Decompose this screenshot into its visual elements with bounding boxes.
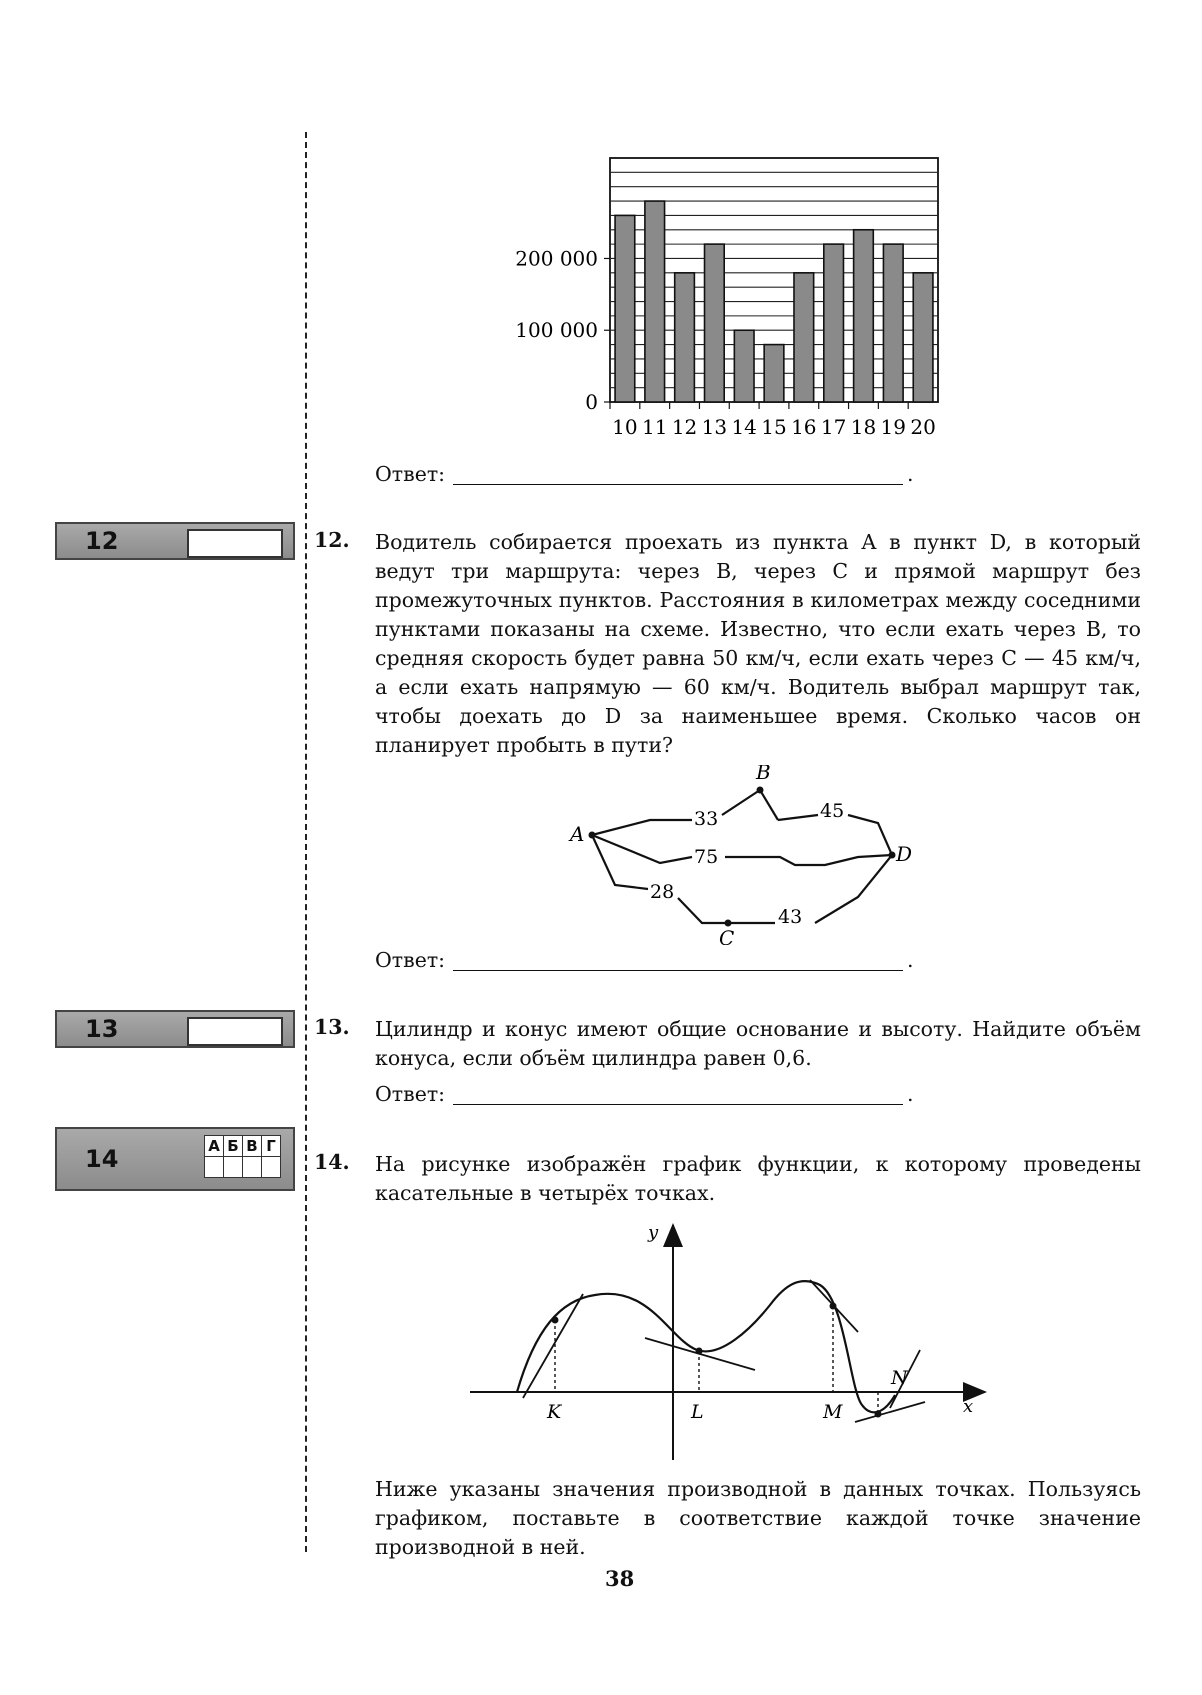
answer-box-12[interactable]: [187, 529, 283, 558]
bar-10: [615, 215, 635, 402]
task-text-13: [375, 1015, 1141, 1073]
bar-18: [854, 230, 874, 402]
distance-ab: 33: [694, 808, 719, 830]
x-tick-label: 14: [731, 415, 757, 439]
distance-ac: 28: [650, 881, 675, 903]
answer-row-12: [375, 948, 914, 972]
route-label-c: C: [719, 926, 735, 945]
route-a-d: [592, 835, 692, 863]
answer-line[interactable]: [453, 1104, 903, 1105]
point-label-m: M: [823, 1401, 843, 1423]
route-point-d: [889, 852, 896, 859]
task-text-14-after: [375, 1475, 1141, 1562]
bar-12: [675, 273, 695, 402]
task-number-13: 13.: [314, 1015, 350, 1039]
x-tick-label: 10: [612, 415, 638, 439]
answer-label: Ответ:: [375, 948, 446, 972]
y-tick-label: 0: [585, 390, 598, 414]
answer-dot: .: [907, 462, 914, 486]
route-a-d2: [725, 855, 892, 865]
distance-bd: 45: [820, 800, 845, 822]
task-tab-13: [55, 1010, 295, 1048]
x-tick-label: 13: [701, 415, 728, 439]
grid-cell[interactable]: [205, 1157, 224, 1178]
grid-header: А: [205, 1136, 224, 1157]
task-tab-number: 13: [85, 1015, 119, 1043]
tangent-n: [855, 1402, 925, 1422]
route-point-b: [757, 787, 764, 794]
bar-11: [645, 201, 665, 402]
point-label-k: K: [547, 1401, 562, 1423]
function-graph: [465, 1220, 1025, 1480]
answer-grid-14[interactable]: [204, 1135, 281, 1178]
route-a-b: [592, 820, 692, 835]
x-tick-label: 18: [850, 415, 877, 439]
answer-dot: .: [907, 1082, 914, 1106]
route-label-b: B: [756, 765, 771, 784]
point-label-n: N: [891, 1367, 908, 1389]
y-tick-label: 100 000: [515, 318, 598, 343]
x-tick-label: 20: [910, 415, 936, 439]
answer-label: Ответ:: [375, 1082, 446, 1106]
grid-header: В: [243, 1136, 262, 1157]
route-b-d2: [815, 815, 892, 923]
route-b-d: [778, 815, 818, 820]
axis-label-x: x: [963, 1396, 974, 1417]
point-label-l: L: [691, 1401, 704, 1423]
answer-label: Ответ:: [375, 462, 446, 486]
chart-y-ticks: [515, 246, 610, 414]
task-paragraph: Цилиндр и конус имеют общие основание и высоту. Найдите объём конуса, если объём цилиндра равен 0,6.: [375, 1017, 1141, 1070]
route-label-d: D: [896, 842, 913, 866]
x-tick-label: 16: [791, 415, 817, 439]
chart-x-ticks: [610, 402, 936, 439]
task-tab-12: [55, 522, 295, 560]
route-label-a: A: [570, 822, 585, 846]
answer-row-13: [375, 1082, 914, 1106]
answer-line[interactable]: [453, 484, 903, 485]
x-tick-label: 15: [761, 415, 787, 439]
point-m: [830, 1303, 837, 1310]
distance-ad: 75: [694, 846, 719, 868]
x-tick-label: 11: [642, 415, 668, 439]
bar-19: [883, 244, 903, 402]
task-tab-number: 12: [85, 527, 119, 555]
task-tab-number: 14: [85, 1145, 119, 1173]
task-paragraph: На рисунке изображён график функции, к которому проведены касательные в четырёх точках.: [375, 1152, 1141, 1205]
task-number-14: 14.: [314, 1150, 350, 1174]
task-tab-14: [55, 1127, 295, 1191]
task-paragraph: Водитель собирается проехать из пункта A в пункт D, в который ведут три маршрута: через B, через C и прямой маршрут без промежуточных пунктов. Расстояния в километрах между соседними пунктами показаны на схеме. Известно, что если ехать через B, то средняя скорость будет равна 50 км/ч, если ехать через C — 45 км/ч, а если ехать напрямую — 60 км/ч. Водитель выбрал маршрут так, чтобы доехать до D за наименьшее время. Сколько часов он планирует пробыть в пути?: [375, 530, 1141, 757]
point-k: [552, 1317, 559, 1324]
bar-16: [794, 273, 814, 402]
x-tick-label: 19: [880, 415, 906, 439]
axis-label-y: y: [648, 1222, 659, 1243]
point-l: [696, 1348, 703, 1355]
answer-row-11: [375, 462, 914, 486]
x-tick-label: 17: [820, 415, 847, 439]
task-text-14: [375, 1150, 1141, 1208]
bar-chart: [0, 140, 1202, 580]
distance-cd: 43: [778, 906, 803, 928]
grid-header: Г: [262, 1136, 281, 1157]
grid-cell[interactable]: [224, 1157, 243, 1178]
bar-14: [734, 330, 754, 402]
route-b-ab: [722, 790, 778, 820]
task-text-12: [375, 528, 1141, 760]
answer-line[interactable]: [453, 970, 903, 971]
bar-20: [913, 273, 933, 402]
y-tick-label: 200 000: [515, 246, 598, 271]
grid-cell[interactable]: [262, 1157, 281, 1178]
point-n: [875, 1411, 882, 1418]
route-a-c: [592, 835, 648, 889]
route-point-a: [589, 832, 596, 839]
tangent-k: [523, 1294, 583, 1398]
task-number-12: 12.: [314, 528, 350, 552]
answer-dot: .: [907, 948, 914, 972]
route-diagram: [560, 765, 920, 945]
bar-17: [824, 244, 844, 402]
page-number: 38: [605, 1566, 635, 1591]
bar-15: [764, 345, 784, 402]
grid-header: Б: [224, 1136, 243, 1157]
grid-cell[interactable]: [243, 1157, 262, 1178]
task-paragraph: Ниже указаны значения производной в данных точках. Пользуясь графиком, поставьте в соответствие каждой точке значение производной в ней.: [375, 1477, 1141, 1559]
bar-13: [705, 244, 725, 402]
x-tick-label: 12: [671, 415, 698, 439]
route-a-c2: [678, 898, 728, 923]
answer-box-13[interactable]: [187, 1017, 283, 1046]
